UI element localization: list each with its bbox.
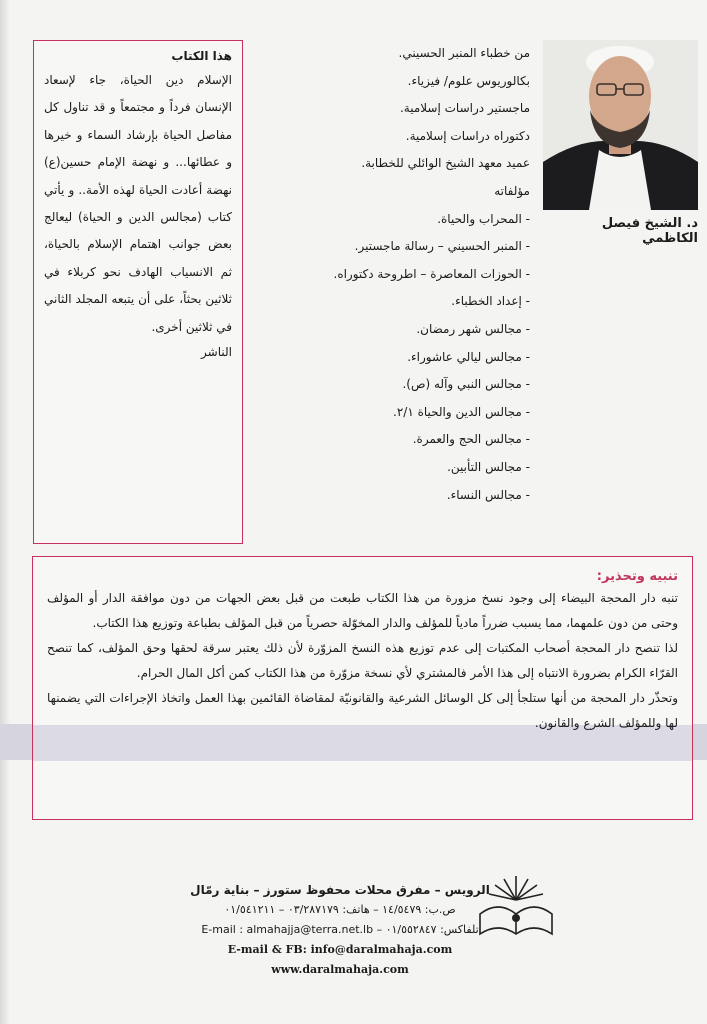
publisher-website: www.daralmahaja.com [271, 963, 409, 976]
warning-paragraph: وتحذّر دار المحجة من أنها ستلجأ إلى كل الوسائل الشرعية والقانونيّة لمقاضاة القائمين بهذا العمل واتخاذ الإجراءات التي يضمنها لها وللمؤلف الشرع والقانون. [47, 691, 678, 730]
about-book-box [33, 40, 243, 544]
works-item: - مجالس شهر رمضان. [416, 321, 530, 336]
publisher-phone: ص.ب: ١٤/٥٤٧٩ – هاتف: ٠٣/٢٨٧١٧٩ – ٠١/٥٤١٢١١ [224, 903, 456, 916]
publisher-signature: الناشر [201, 345, 232, 360]
warning-paragraph: لذا تنصح دار المحجة أصحاب المكتبات إلى عدم توزيع هذه النسخ المزوّرة لأن ذلك يعتبر سرقة لحقها وحق المؤلف، كما تنصح القرّاء الكرام بضرورة الانتباه إلى هذا الأمر فالمشتري لأي نسخة مزوّرة من هذا الكتاب كمن أكل المال الحرام. [47, 641, 678, 680]
book-spine-shadow [0, 0, 10, 1024]
works-item: - مجالس الحج والعمرة. [412, 432, 530, 447]
works-item: - المنبر الحسيني – رسالة ماجستير. [354, 239, 530, 254]
bio-line: من خطباء المنبر الحسيني. [398, 46, 530, 60]
publisher-email: E-mail & FB: info@daralmahaja.com [227, 943, 453, 956]
bio-line: ماجستير دراسات إسلامية. [399, 101, 530, 116]
works-item: - مجالس النساء. [446, 487, 530, 502]
author-name: د. الشيخ فيصل الكاظمي [601, 216, 698, 246]
works-item: - مجالس النبي وآله (ص). [402, 377, 530, 392]
works-item: - مجالس الدين والحياة ٢/١. [393, 404, 530, 419]
warning-title: تنبيه وتحذير: [596, 569, 678, 584]
warning-paragraph: تنبه دار المحجة البيضاء إلى وجود نسخ مزورة من هذا الكتاب طبعت من قبل بعض الجهات من دون موافقة الدار أو المؤلف وحتى من دون علمهما، مما يسبب ضرراً مادياً للمؤلف والدار المخوّلة حصرياً من قبل المؤلف بطباعة وتوزيع هذا الكتاب. [47, 591, 678, 630]
about-text: الإسلام دين الحياة، جاء لإسعاد الإنسان فرداً و مجتمعاً و قد تناول كل مفاصل الحياة بإرشاد السماء و خيرها و عطائها... و نهضة الإمام حسين(ع) نهضة أعادت الحياة لهذه الأمة.. و يأتي كتاب (مجالس الدين و الحياة) ليعالج بعض جوانب اهتمام الإسلام بالحياة، ثم الانسياب الهادف نحو كربلاء في ثلاثين بحثاً، على أن يتبعه المجلد الثاني في ثلاثين أخرى. [44, 73, 232, 334]
works-heading: مؤلفاته [494, 183, 530, 198]
works-list [260, 206, 530, 510]
works-item: - إعداد الخطباء. [451, 294, 530, 309]
about-title: هذا الكتاب [171, 49, 232, 63]
works-item: - الحوزات المعاصرة – اطروحة دكتوراه. [333, 266, 530, 281]
publisher-contact [190, 880, 490, 980]
works-item: - المحراب والحياة. [437, 211, 530, 226]
bio-line: بكالوريوس علوم/ فيزياء. [407, 73, 530, 88]
publisher-address: الرويس – مفرق محلات محفوظ ستورز – بناية رمّال [190, 883, 490, 897]
works-item: - مجالس التأبين. [447, 459, 530, 474]
publisher-fax: تلفاكس: ٠١/٥٥٢٨٤٧ – E-mail : almahajja@terra.net.lb [201, 923, 479, 936]
warning-box [32, 556, 693, 820]
bio-line: دكتوراه دراسات إسلامية. [405, 128, 530, 143]
author-bio [260, 40, 530, 509]
works-item: - مجالس ليالي عاشوراء. [407, 349, 530, 364]
bio-line: عميد معهد الشيخ الوائلي للخطابة. [361, 156, 530, 171]
author-photo [543, 40, 698, 210]
